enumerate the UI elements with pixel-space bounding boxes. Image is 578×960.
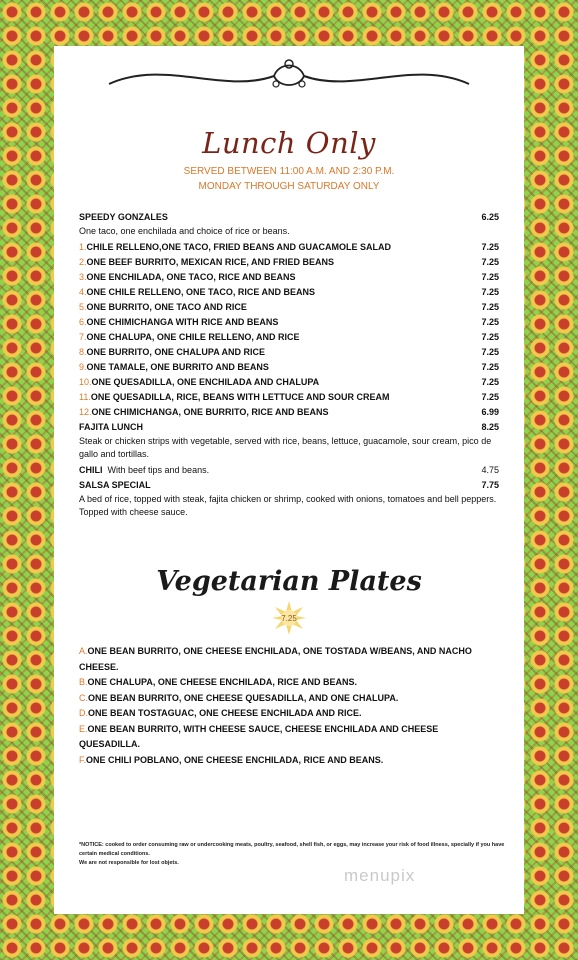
item-name: ONE CHALUPA, ONE CHEESE ENCHILADA, RICE AND BEANS. <box>87 677 358 687</box>
item-name: ONE BEAN BURRITO, WITH CHEESE SAUCE, CHEESE ENCHILADA AND CHEESE QUESADILLA. <box>79 723 439 749</box>
item-price: 7.25 <box>481 256 499 267</box>
item-price: 7.25 <box>481 241 499 252</box>
item-name: ONE CHALUPA, ONE CHILE RELLENO, AND RICE <box>86 331 300 342</box>
served-line-1: SERVED BETWEEN 11:00 A.M. AND 2:30 P.M. <box>183 166 395 177</box>
item-price: 7.25 <box>481 331 499 342</box>
item-name: CHILI <box>79 464 103 475</box>
menu-item-combo <box>79 300 499 315</box>
vegetarian-price: 7.25 <box>281 614 297 623</box>
served-hours <box>54 164 524 194</box>
item-name: CHILE RELLENO,ONE TACO, FRIED BEANS AND GUACAMOLE SALAD <box>86 241 392 252</box>
watermark: menupix <box>344 866 416 885</box>
item-name: ONE BEAN BURRITO, ONE CHEESE ENCHILADA, ONE TOSTADA W/BEANS, AND NACHO CHEESE. <box>79 646 472 672</box>
item-description: One taco, one enchilada and choice of rice or beans. <box>79 226 290 236</box>
item-price: 7.25 <box>481 271 499 282</box>
item-name: ONE CHIMICHANGA, ONE BURRITO, RICE AND BEANS <box>91 406 329 417</box>
item-name: ONE BEAN BURRITO, ONE CHEESE QUESADILLA, AND ONE CHALUPA. <box>88 692 399 703</box>
item-letter: E. <box>79 723 88 734</box>
notice <box>79 841 509 868</box>
menu-item-combo <box>79 240 499 255</box>
item-number: 10. <box>79 376 92 387</box>
menu-item-combo <box>79 315 499 330</box>
item-number: 11. <box>79 391 91 402</box>
item-name: ONE BURRITO, ONE CHALUPA AND RICE <box>86 346 266 357</box>
item-price: 7.25 <box>481 286 499 297</box>
menu-item-combo <box>79 270 499 285</box>
item-number: 5. <box>79 301 87 312</box>
item-letter: D. <box>79 708 88 718</box>
item-price: 7.25 <box>481 346 499 357</box>
menu-item-speedy <box>79 210 499 225</box>
item-name: FAJITA LUNCH <box>79 421 143 432</box>
item-price: 7.25 <box>481 316 499 327</box>
vegetarian-list <box>79 644 499 768</box>
item-number: 9. <box>79 361 87 372</box>
menu-item-combo <box>79 405 499 420</box>
notice-line-1: *NOTICE: cooked to order consuming raw or undercooking meats, poultry, seafood, shell fish, or eggs, may increase your risk of food illness, specially if you have certain medical conditions. <box>79 842 505 857</box>
menu-item-fajita <box>79 420 499 435</box>
item-name: SALSA SPECIAL <box>79 479 151 490</box>
lunch-items <box>79 210 499 521</box>
combo-list <box>79 240 499 420</box>
item-letter: F. <box>79 754 87 765</box>
item-name: ONE CHIMICHANGA WITH RICE AND BEANS <box>86 316 279 327</box>
vegetarian-item <box>79 691 499 707</box>
vegetarian-item <box>79 722 499 753</box>
item-name: SPEEDY GONZALES <box>79 212 168 222</box>
item-name: ONE QUESADILLA, ONE ENCHILADA AND CHALUPA <box>91 376 320 387</box>
item-price: 7.25 <box>481 391 499 402</box>
menu-item-combo <box>79 345 499 360</box>
item-number: 12. <box>79 406 92 417</box>
item-description: A bed of rice, topped with steak, fajita chicken or shrimp, cooked with onions, tomatoes and bell peppers. Topped with cheese sauce. <box>79 493 497 517</box>
menu-item-combo <box>79 285 499 300</box>
item-number: 8. <box>79 346 87 357</box>
item-price: 7.25 <box>481 301 499 312</box>
item-number: 7. <box>79 331 87 342</box>
item-price: 6.25 <box>481 212 499 222</box>
item-letter: A. <box>79 646 88 656</box>
menu-page <box>54 46 524 914</box>
item-number: 1. <box>79 241 87 252</box>
scroll-ornament-icon <box>104 54 474 94</box>
item-price: 4.75 <box>481 464 499 475</box>
item-name: ONE BEEF BURRITO, MEXICAN RICE, AND FRIED BEANS <box>86 256 335 267</box>
served-line-2: MONDAY THROUGH SATURDAY ONLY <box>198 181 380 192</box>
vegetarian-item <box>79 644 499 675</box>
item-number: 3. <box>79 271 87 282</box>
menu-item-chili <box>79 463 499 478</box>
item-name: ONE TAMALE, ONE BURRITO AND BEANS <box>86 361 269 372</box>
lunch-title: Lunch Only <box>202 126 376 160</box>
item-number: 4. <box>79 286 87 297</box>
item-name: ONE BEAN TOSTAGUAC, ONE CHEESE ENCHILADA AND RICE. <box>88 708 362 718</box>
item-price: 8.25 <box>481 421 499 432</box>
menu-item-combo <box>79 255 499 270</box>
vegetarian-item <box>79 706 499 722</box>
item-name: ONE CHILE RELLENO, ONE TACO, RICE AND BEANS <box>86 286 316 297</box>
item-price: 7.25 <box>481 376 499 387</box>
item-name: ONE BURRITO, ONE TACO AND RICE <box>86 301 247 312</box>
item-number: 2. <box>79 256 87 267</box>
item-description: With beef tips and beans. <box>107 464 210 475</box>
item-price: 7.25 <box>481 361 499 372</box>
item-price: 6.99 <box>481 406 499 417</box>
item-letter: C. <box>79 692 88 703</box>
menu-item-combo <box>79 360 499 375</box>
vegetarian-item <box>79 675 499 691</box>
item-name: ONE CHILI POBLANO, ONE CHEESE ENCHILADA, RICE AND BEANS. <box>86 754 384 765</box>
item-price: 7.75 <box>481 479 499 490</box>
menu-item-combo <box>79 375 499 390</box>
notice-line-2: We are not responsible for lost objets. <box>79 860 179 866</box>
menu-item-combo <box>79 330 499 345</box>
menu-item-combo <box>79 390 499 405</box>
item-letter: B. <box>79 677 88 687</box>
vegetarian-title: Vegetarian Plates <box>156 566 422 597</box>
item-name: ONE QUESADILLA, RICE, BEANS WITH LETTUCE AND SOUR CREAM <box>90 391 390 402</box>
menu-item-salsa <box>79 478 499 493</box>
item-number: 6. <box>79 316 87 327</box>
vegetarian-item <box>79 753 499 769</box>
item-name: ONE ENCHILADA, ONE TACO, RICE AND BEANS <box>86 271 296 282</box>
item-description: Steak or chicken strips with vegetable, served with rice, beans, lettuce, guacamole, sour cream, pico de gallo and tortillas. <box>79 435 492 459</box>
